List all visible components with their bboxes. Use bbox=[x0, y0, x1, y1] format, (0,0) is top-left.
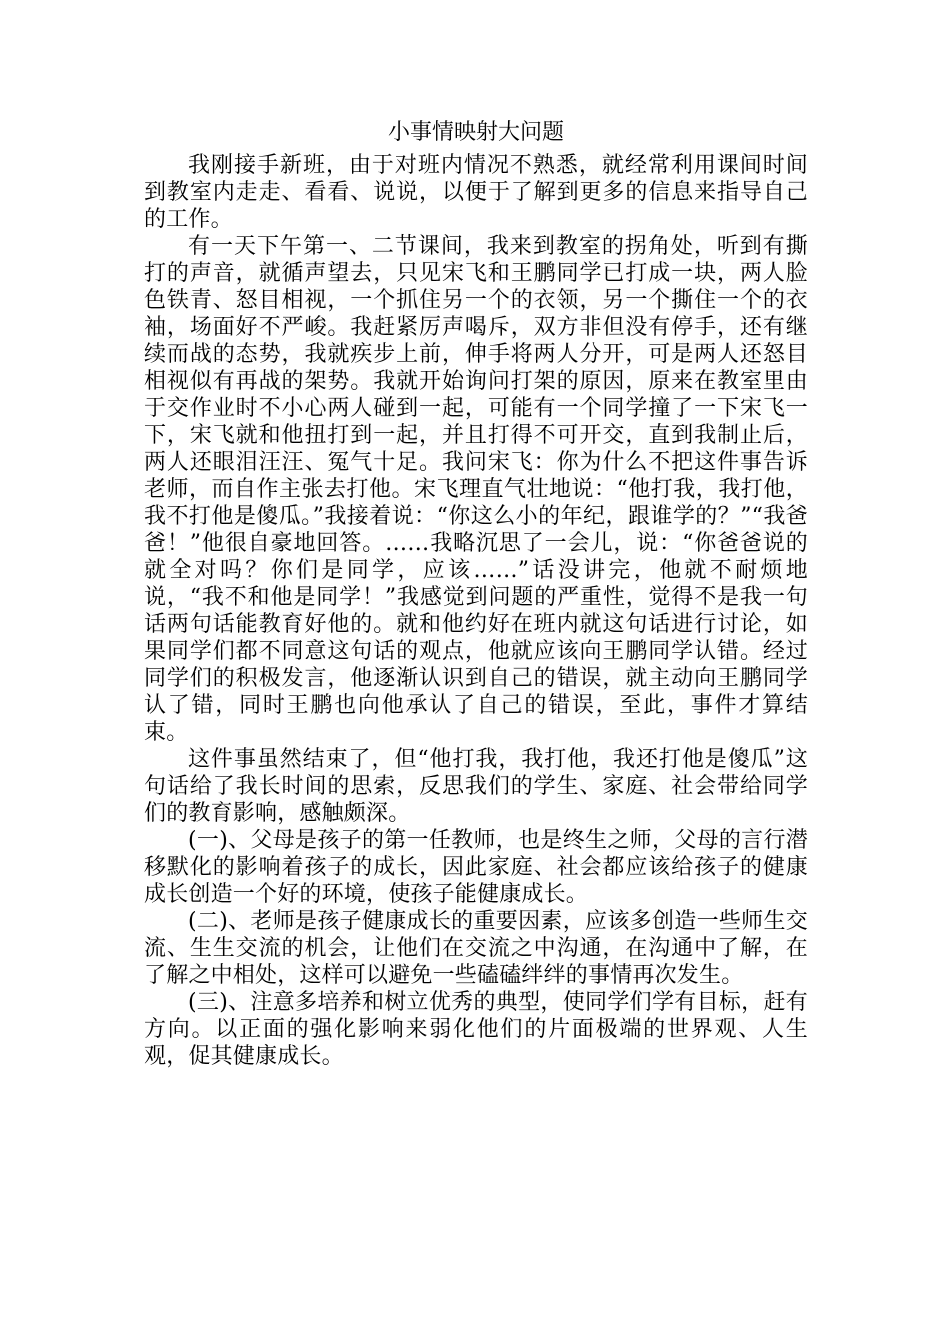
document-title: 小事情映射大问题 bbox=[387, 120, 564, 145]
paragraph-reflection: 这件事虽然结束了，但“他打我，我打他，我还打他是傻瓜”这句话给了我长时间的思索，反思我们的学生、家庭、社会带给同学们的教育影响，感触颇深。 bbox=[144, 747, 808, 826]
paragraph-point-two: (二)、老师是孩子健康成长的重要因素，应该多创造一些师生交流、生生交流的机会，让他们在交流之中沟通，在沟通中了解，在了解之中相处，这样可以避免一些磕磕绊绊的事情再次发生。 bbox=[144, 909, 808, 988]
paragraph-intro: 我刚接手新班，由于对班内情况不熟悉，就经常利用课间时间到教室内走走、看看、说说，以便于了解到更多的信息来指导自己的工作。 bbox=[144, 153, 808, 232]
document-page bbox=[144, 118, 808, 1070]
paragraph-point-one: (一)、父母是孩子的第一任教师，也是终生之师，父母的言行潜移默化的影响着孩子的成长，因此家庭、社会都应该给孩子的健康成长创造一个好的环境，使孩子能健康成长。 bbox=[144, 828, 808, 907]
paragraph-point-three: (三)、注意多培养和树立优秀的典型，使同学们学有目标，赶有方向。以正面的强化影响来弱化他们的片面极端的世界观、人生观，促其健康成长。 bbox=[144, 990, 808, 1069]
paragraph-incident: 有一天下午第一、二节课间，我来到教室的拐角处，听到有撕打的声音，就循声望去，只见宋飞和王鹏同学已打成一块，两人脸色铁青、怒目相视，一个抓住另一个的衣领，另一个撕住一个的衣袖，场面好不严峻。我赶紧厉声喝斥，双方非但没有停手，还有继续而战的态势，我就疾步上前，伸手将两人分开，可是两人还怒目相视似有再战的架势。我就开始询问打架的原因，原来在教室里由于交作业时不小心两人碰到一起，可能有一个同学撞了一下宋飞一下，宋飞就和他扭打到一起，并且打得不可开交，直到我制止后，两人还眼泪汪汪、冤气十足。我问宋飞：你为什么不把这件事告诉老师，而自作主张去打他。宋飞理直气壮地说：“他打我，我打他，我不打他是傻瓜。”我接着说：“你这么小的年纪，跟谁学的？”“我爸爸！”他很自豪地回答。……我略沉思了一会儿，说：“你爸爸说的就全对吗？你们是同学，应该……”话没讲完，他就不耐烦地说，“我不和他是同学！”我感觉到问题的严重性，觉得不是我一句话两句话能教育好他的。就和他约好在班内就这句话进行讨论，如果同学们都不同意这句话的观点，他就应该向王鹏同学认错。经过同学们的积极发言，他逐渐认识到自己的错误，就主动向王鹏同学认了错，同时王鹏也向他承认了自己的错误，至此，事件才算结束。 bbox=[144, 234, 808, 745]
